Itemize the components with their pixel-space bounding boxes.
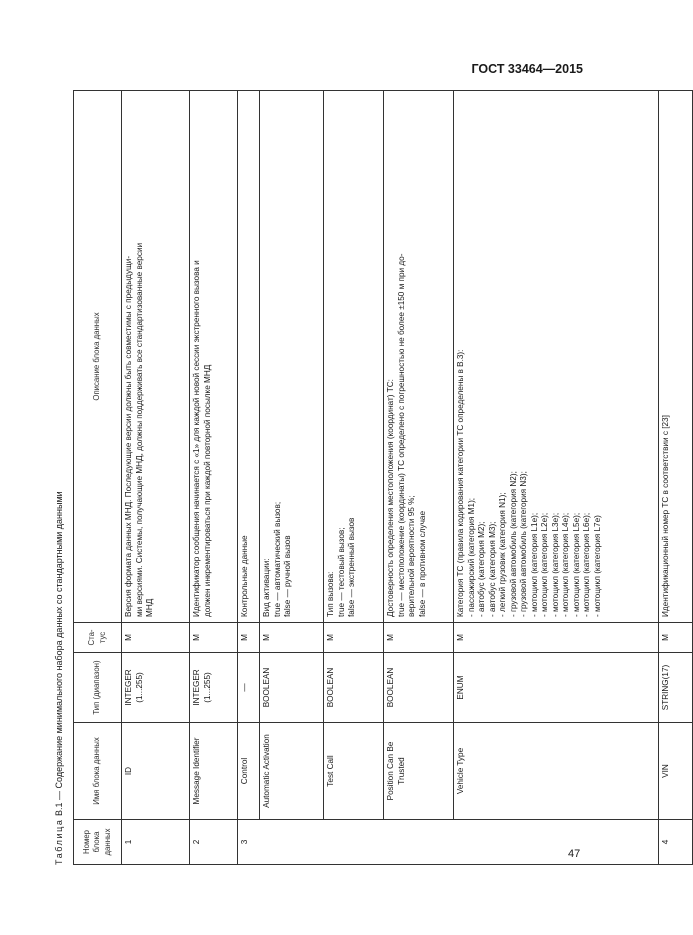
row-status-cell: M	[659, 623, 693, 653]
row-number-cell	[324, 820, 384, 865]
desc-line: false — экстренный вызов	[347, 517, 356, 617]
col-header-desc: Описание блока данных	[74, 91, 122, 623]
caption-prefix: Таблица	[54, 818, 64, 865]
desc-line: - мотоцикл (категория L4e);	[561, 512, 570, 617]
desc-line: - мотоцикл (категория L1e);	[529, 512, 539, 617]
desc-line: - мотоцикл (категория L2e);	[540, 512, 549, 617]
desc-line: МНД	[145, 598, 154, 617]
row-number-cell: 3	[238, 820, 260, 865]
row-desc-cell	[238, 91, 260, 623]
table-row	[260, 91, 324, 865]
desc-line: Контрольные данные	[240, 535, 249, 617]
desc-line: true — местоположение (координаты) ТС определено с погрешностью не более ±150 м при до-	[396, 253, 406, 617]
table-row	[122, 91, 190, 865]
row-type-cell: INTEGER (1...255)	[190, 653, 238, 723]
desc-line: Достоверность определения местоположения (координат) ТС:	[386, 379, 395, 617]
row-desc-cell	[190, 91, 238, 623]
row-number-cell	[260, 820, 324, 865]
row-name-cell: Test Call	[324, 723, 384, 820]
row-number-cell: 4	[659, 820, 693, 865]
row-name-cell: Message Identifier	[190, 723, 238, 820]
row-name-cell: Position Can Be Trusted	[384, 723, 454, 820]
row-desc-cell	[260, 91, 324, 623]
row-status-cell: M	[238, 623, 260, 653]
desc-line: Тип вызова:	[326, 571, 335, 617]
table-row	[324, 91, 384, 865]
data-table	[73, 90, 693, 865]
desc-line: должен инкрементироваться при каждой повторной посылке МНД	[202, 364, 212, 617]
row-name-cell: Vehicle Type	[454, 723, 659, 820]
row-type-cell: —	[238, 653, 260, 723]
desc-line: верительной вероятности 95 %;	[407, 495, 416, 617]
rotated-table-block	[50, 90, 670, 865]
table-body	[122, 91, 693, 865]
table-row	[454, 91, 659, 865]
row-desc-cell	[454, 91, 659, 623]
row-status-cell: M	[190, 623, 238, 653]
standard-code: ГОСТ 33464—2015	[471, 62, 583, 76]
desc-line: - грузовой автомобиль (категория N2);	[508, 471, 518, 617]
row-type-cell: BOOLEAN	[260, 653, 324, 723]
row-status-cell: M	[260, 623, 324, 653]
col-header-num: Номер блока данных	[74, 820, 122, 865]
desc-line: true — автоматический вызов;	[272, 501, 282, 617]
col-header-type: Тип (диапазон)	[74, 653, 122, 723]
row-status-cell: M	[384, 623, 454, 653]
desc-line: - автобус (категория M2);	[477, 521, 486, 617]
desc-line: - мотоцикл (категория L5e);	[571, 512, 581, 617]
col-header-name: Имя блока данных	[74, 723, 122, 820]
row-desc-cell	[659, 91, 693, 623]
page-number: 47	[568, 848, 581, 860]
table-row	[384, 91, 454, 865]
row-desc-cell	[324, 91, 384, 623]
desc-line: - мотоцикл (категория L6e);	[582, 512, 591, 617]
desc-line: Идентификационный номер ТС в соответствии с [23]	[661, 415, 670, 617]
table-caption	[50, 491, 68, 865]
row-status-cell: M	[324, 623, 384, 653]
row-status-cell: M	[454, 623, 659, 653]
row-name-cell: VIN	[659, 723, 693, 820]
row-number-cell: 2	[190, 820, 238, 865]
desc-line: - мотоцикл (категория L3e);	[550, 512, 560, 617]
col-header-status: Ста-тус	[74, 623, 122, 653]
row-number-cell	[384, 820, 454, 865]
row-desc-cell	[384, 91, 454, 623]
row-number-cell: 1	[122, 820, 190, 865]
row-name-cell: ID	[122, 723, 190, 820]
row-name-cell: Automatic Activation	[260, 723, 324, 820]
row-type-cell: INTEGER (1...255)	[122, 653, 190, 723]
desc-line: Версия формата данных МНД. Последующие версии должны быть совместимы с предыдущи-	[124, 255, 133, 617]
caption-text: В.1 — Содержание минимального набора данных со стандартными данными	[54, 491, 64, 816]
table-row	[238, 91, 260, 865]
desc-line: - легкий грузовик (категория N1);	[498, 492, 507, 617]
table-row	[659, 91, 693, 865]
desc-line: Категория ТС (правила кодирования категории ТС определены в В.3):	[456, 349, 465, 617]
row-type-cell: BOOLEAN	[384, 653, 454, 723]
row-type-cell: BOOLEAN	[324, 653, 384, 723]
table-header-row	[74, 91, 122, 865]
desc-line: false — ручной вызов	[283, 535, 292, 617]
row-type-cell: ENUM	[454, 653, 659, 723]
desc-line: - автобус (категория M3);	[487, 521, 497, 617]
desc-line: Идентификатор сообщения начинается с «1» для каждой новой сессии экстренного вызова и	[192, 260, 201, 617]
row-desc-cell	[122, 91, 190, 623]
desc-line: ми версиями. Системы, получающие МНД, должны поддерживать все стандартизованные версии	[134, 242, 144, 617]
desc-line: false — в противном случае	[417, 510, 427, 617]
desc-line: Вид активации:	[262, 558, 271, 617]
row-status-cell: M	[122, 623, 190, 653]
table-row	[190, 91, 238, 865]
desc-line: true — тестовый вызов;	[336, 527, 346, 617]
desc-line: - мотоцикл (категория L7e)	[592, 515, 602, 617]
row-name-cell: Control	[238, 723, 260, 820]
row-type-cell: STRING(17)	[659, 653, 693, 723]
desc-line: - пассажирский (категория M1);	[466, 497, 476, 617]
row-number-cell	[454, 820, 659, 865]
desc-line: - грузовой автомобиль (категория N3);	[519, 471, 528, 617]
